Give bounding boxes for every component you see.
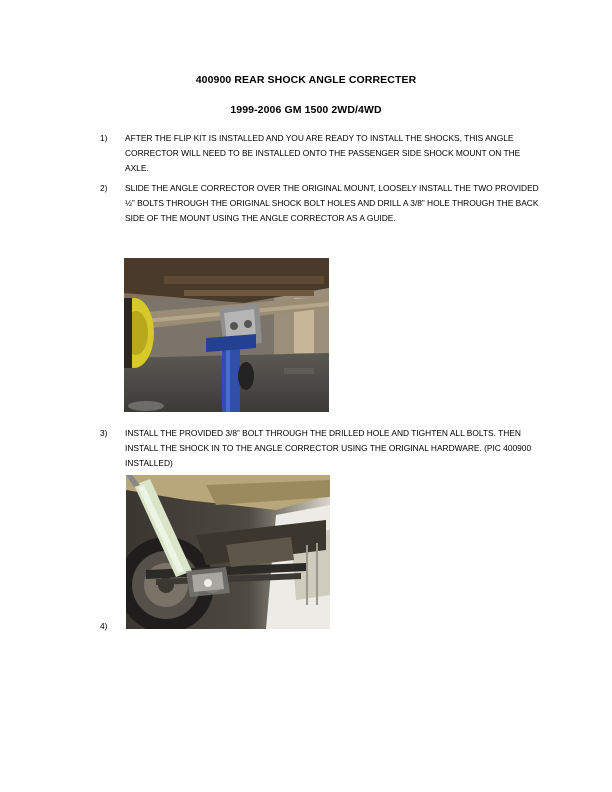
photo-angle-corrector-mount	[124, 258, 329, 412]
step-text: SLIDE THE ANGLE CORRECTOR OVER THE ORIGINAL MOUNT, LOOSELY INSTALL THE TWO PROVIDED ½” BOLTS THROUGH THE ORIGINAL SHOCK BOLT HOLES AND DRILL A 3/8” HOLE THROUGH THE BACK SIDE OF THE MOUNT USING THE ANGLE CORRECTOR AS A GUIDE.	[125, 183, 539, 223]
step-number: 4)	[100, 621, 108, 631]
photo-shock-installed	[126, 475, 330, 629]
step-text: AFTER THE FLIP KIT IS INSTALLED AND YOU ARE READY TO INSTALL THE SHOCKS, THIS ANGLE CORRECTOR WILL NEED TO BE INSTALLED ONTO THE PASSENGER SIDE SHOCK MOUNT ON THE AXLE.	[125, 133, 521, 173]
step-item	[100, 131, 540, 176]
step-item	[100, 426, 540, 471]
step-number: 1)	[100, 133, 108, 143]
step-text: INSTALL THE PROVIDED 3/8” BOLT THROUGH THE DRILLED HOLE AND TIGHTEN ALL BOLTS. THEN INSTALL THE SHOCK IN TO THE ANGLE CORRECTOR USING THE ORIGINAL HARDWARE. (PIC 400900 INSTALLED)	[125, 428, 532, 468]
step-number: 2)	[100, 183, 108, 193]
step-item	[100, 181, 540, 226]
page-title: 400900 REAR SHOCK ANGLE CORRECTER	[195, 74, 417, 86]
step-number: 3)	[100, 428, 108, 438]
page-subtitle: 1999-2006 GM 1500 2WD/4WD	[230, 104, 382, 116]
